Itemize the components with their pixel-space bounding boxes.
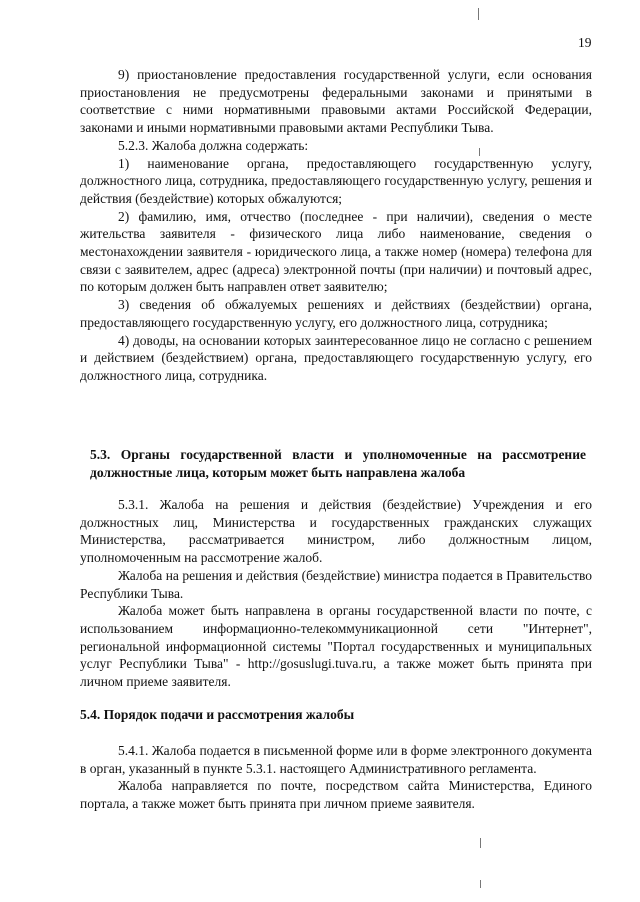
section-heading-5-4: 5.4. Порядок подачи и рассмотрения жалобы	[80, 707, 355, 722]
paragraph: 4) доводы, на основании которых заинтересованное лицо не согласно с решением и действием (бездействием) органа, предоставляющего государственную услугу, его должностного лица, сотрудника.	[80, 332, 592, 383]
section-5-3-heading-block	[90, 446, 586, 481]
paragraph: 3) сведения об обжалуемых решениях и действиях (бездействии) органа, предоставляющего государственную услугу, его должностного лица, сотрудника;	[80, 297, 592, 330]
section-5-4-heading-block	[80, 706, 592, 724]
paragraph: Жалоба направляется по почте, посредством сайта Министерства, Единого портала, а также может быть принята при личном приеме заявителя.	[80, 778, 592, 812]
paragraph: Жалоба может быть направлена в органы государственной власти по почте, с использованием информационно-телекоммуникационной сети "Интернет", региональной информационной системы "Портал государственных и муниципальных услуг Республики Тыва" - http://gosuslugi.tuva.ru, а также может быть принята при личном приеме заявителя.	[80, 603, 592, 690]
section-5-2-continuation	[80, 66, 592, 385]
scan-mark	[480, 880, 481, 888]
paragraph: Жалоба на решения и действия (бездействие) министра подается в Правительство Республики Тыва.	[80, 567, 592, 601]
paragraph: 5.3.1. Жалоба на решения и действия (бездействие) Учреждения и его должностных лиц, Министерства и государственных гражданских служащих Министерства, рассматривается министром, либо должностным лицом, уполномоченным на рассмотрение жалоб.	[80, 497, 592, 566]
section-heading-5-3: 5.3. Органы государственной власти и уполномоченные на рассмотрение должностные лица, которым может быть направлена жалоба	[90, 447, 586, 480]
scan-mark	[478, 8, 479, 20]
page-number: 19	[578, 35, 592, 50]
section-5-3	[80, 496, 592, 691]
scan-mark	[480, 838, 481, 848]
section-5-4	[80, 742, 592, 813]
paragraph: 5.2.3. Жалоба должна содержать:	[118, 137, 309, 153]
paragraph: 9) приостановление предоставления государственной услуги, если основания приостановления не предусмотрены федеральными законами и принятыми в соответствие с ними нормативными правовыми актами Российской Федерации, законами и иными нормативными правовыми актами Республики Тыва.	[80, 67, 592, 136]
paragraph: 5.4.1. Жалоба подается в письменной форме или в форме электронного документа в орган, указанный в пункте 5.3.1. настоящего Административного регламента.	[80, 743, 592, 776]
paragraph: 1) наименование органа, предоставляющего государственную услугу, должностного лица, сотрудника, предоставляющего государственную услугу, решения и действия (бездействие) которых обжалуются;	[80, 155, 592, 206]
paragraph: 2) фамилию, имя, отчество (последнее - при наличии), сведения о месте жительства заявителя - физического лица либо наименование, сведения о местонахождении заявителя - юридического лица, а также номер (номера) телефона для связи с заявителем, адрес (адреса) электронной почты (при наличии) и почтовый адрес, по которым должен быть направлен ответ заявителю;	[80, 208, 592, 295]
